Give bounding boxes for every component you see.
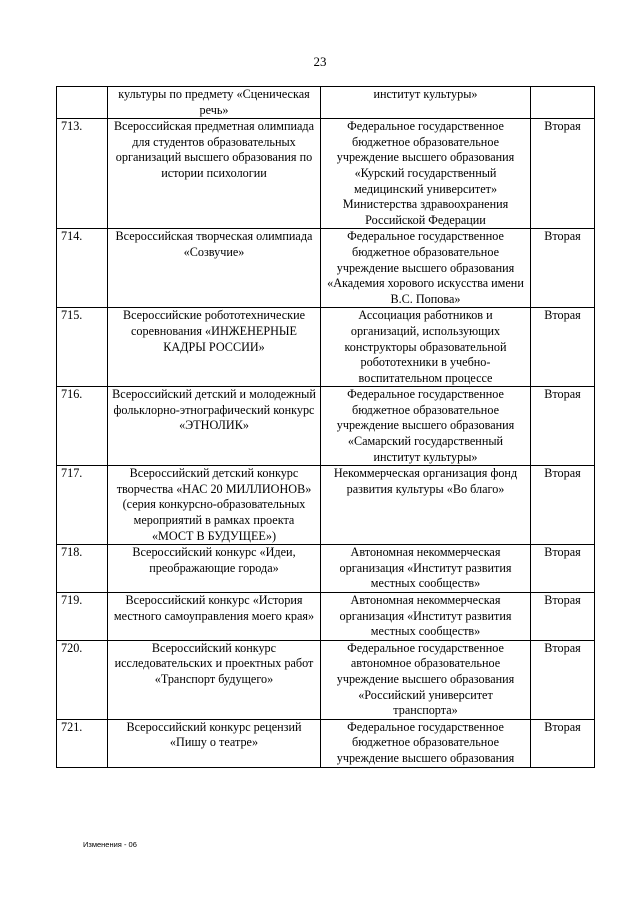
organizer: Некоммерческая организация фонд развития культуры «Во благо» bbox=[321, 466, 531, 545]
organizer: Федеральное государственное бюджетное образовательное учреждение высшего образования «Курский государственный медицинский университет» Министерства здравоохранения Российской Федерации bbox=[321, 119, 531, 229]
organizer: Автономная некоммерческая организация «Институт развития местных сообществ» bbox=[321, 545, 531, 593]
row-number: 716. bbox=[57, 387, 108, 466]
row-number: 713. bbox=[57, 119, 108, 229]
level: Вторая bbox=[531, 640, 595, 719]
row-number: 720. bbox=[57, 640, 108, 719]
row-number: 715. bbox=[57, 308, 108, 387]
event-name: Всероссийский конкурс рецензий «Пишу о театре» bbox=[108, 719, 321, 767]
level: Вторая bbox=[531, 387, 595, 466]
row-number: 721. bbox=[57, 719, 108, 767]
row-number bbox=[57, 87, 108, 119]
level: Вторая bbox=[531, 719, 595, 767]
organizer: Автономная некоммерческая организация «Институт развития местных сообществ» bbox=[321, 593, 531, 641]
footer-note: Изменения - 06 bbox=[83, 840, 137, 849]
organizer: Федеральное государственное бюджетное образовательное учреждение высшего образования «Самарский государственный институт культуры» bbox=[321, 387, 531, 466]
table-row bbox=[57, 387, 595, 466]
table-row bbox=[57, 640, 595, 719]
table-body bbox=[57, 87, 595, 768]
row-number: 719. bbox=[57, 593, 108, 641]
event-name: Всероссийская творческая олимпиада «Созвучие» bbox=[108, 229, 321, 308]
row-number: 718. bbox=[57, 545, 108, 593]
table-row bbox=[57, 87, 595, 119]
event-name: Всероссийская предметная олимпиада для студентов образовательных организаций высшего образования по истории психологии bbox=[108, 119, 321, 229]
event-name: культуры по предмету «Сценическая речь» bbox=[108, 87, 321, 119]
level: Вторая bbox=[531, 229, 595, 308]
table-row bbox=[57, 719, 595, 767]
event-name: Всероссийский конкурс «Идеи, преображающие города» bbox=[108, 545, 321, 593]
organizer: институт культуры» bbox=[321, 87, 531, 119]
level: Вторая bbox=[531, 545, 595, 593]
level: Вторая bbox=[531, 466, 595, 545]
row-number: 714. bbox=[57, 229, 108, 308]
level: Вторая bbox=[531, 593, 595, 641]
table-row bbox=[57, 308, 595, 387]
level: Вторая bbox=[531, 119, 595, 229]
organizer: Ассоциация работников и организаций, использующих конструкторы образовательной робототехники в учебно-воспитательном процессе bbox=[321, 308, 531, 387]
organizer: Федеральное государственное автономное образовательное учреждение высшего образования «Российский университет транспорта» bbox=[321, 640, 531, 719]
table-row bbox=[57, 119, 595, 229]
event-name: Всероссийские робототехнические соревнования «ИНЖЕНЕРНЫЕ КАДРЫ РОССИИ» bbox=[108, 308, 321, 387]
event-name: Всероссийский детский и молодежный фольклорно-этнографический конкурс «ЭТНОЛИК» bbox=[108, 387, 321, 466]
table-row bbox=[57, 466, 595, 545]
event-name: Всероссийский конкурс «История местного самоуправления моего края» bbox=[108, 593, 321, 641]
organizer: Федеральное государственное бюджетное образовательное учреждение высшего образования «Академия хорового искусства имени В.С. Попова» bbox=[321, 229, 531, 308]
event-name: Всероссийский детский конкурс творчества «НАС 20 МИЛЛИОНОВ» (серия конкурсно-образовательных мероприятий в рамках проекта «МОСТ В БУДУЩЕЕ») bbox=[108, 466, 321, 545]
table-row bbox=[57, 593, 595, 641]
event-name: Всероссийский конкурс исследовательских и проектных работ «Транспорт будущего» bbox=[108, 640, 321, 719]
organizer: Федеральное государственное бюджетное образовательное учреждение высшего образования bbox=[321, 719, 531, 767]
table-row bbox=[57, 229, 595, 308]
table-row bbox=[57, 545, 595, 593]
level: Вторая bbox=[531, 308, 595, 387]
olympiad-table bbox=[56, 86, 595, 768]
page-number: 23 bbox=[313, 54, 327, 69]
row-number: 717. bbox=[57, 466, 108, 545]
level bbox=[531, 87, 595, 119]
